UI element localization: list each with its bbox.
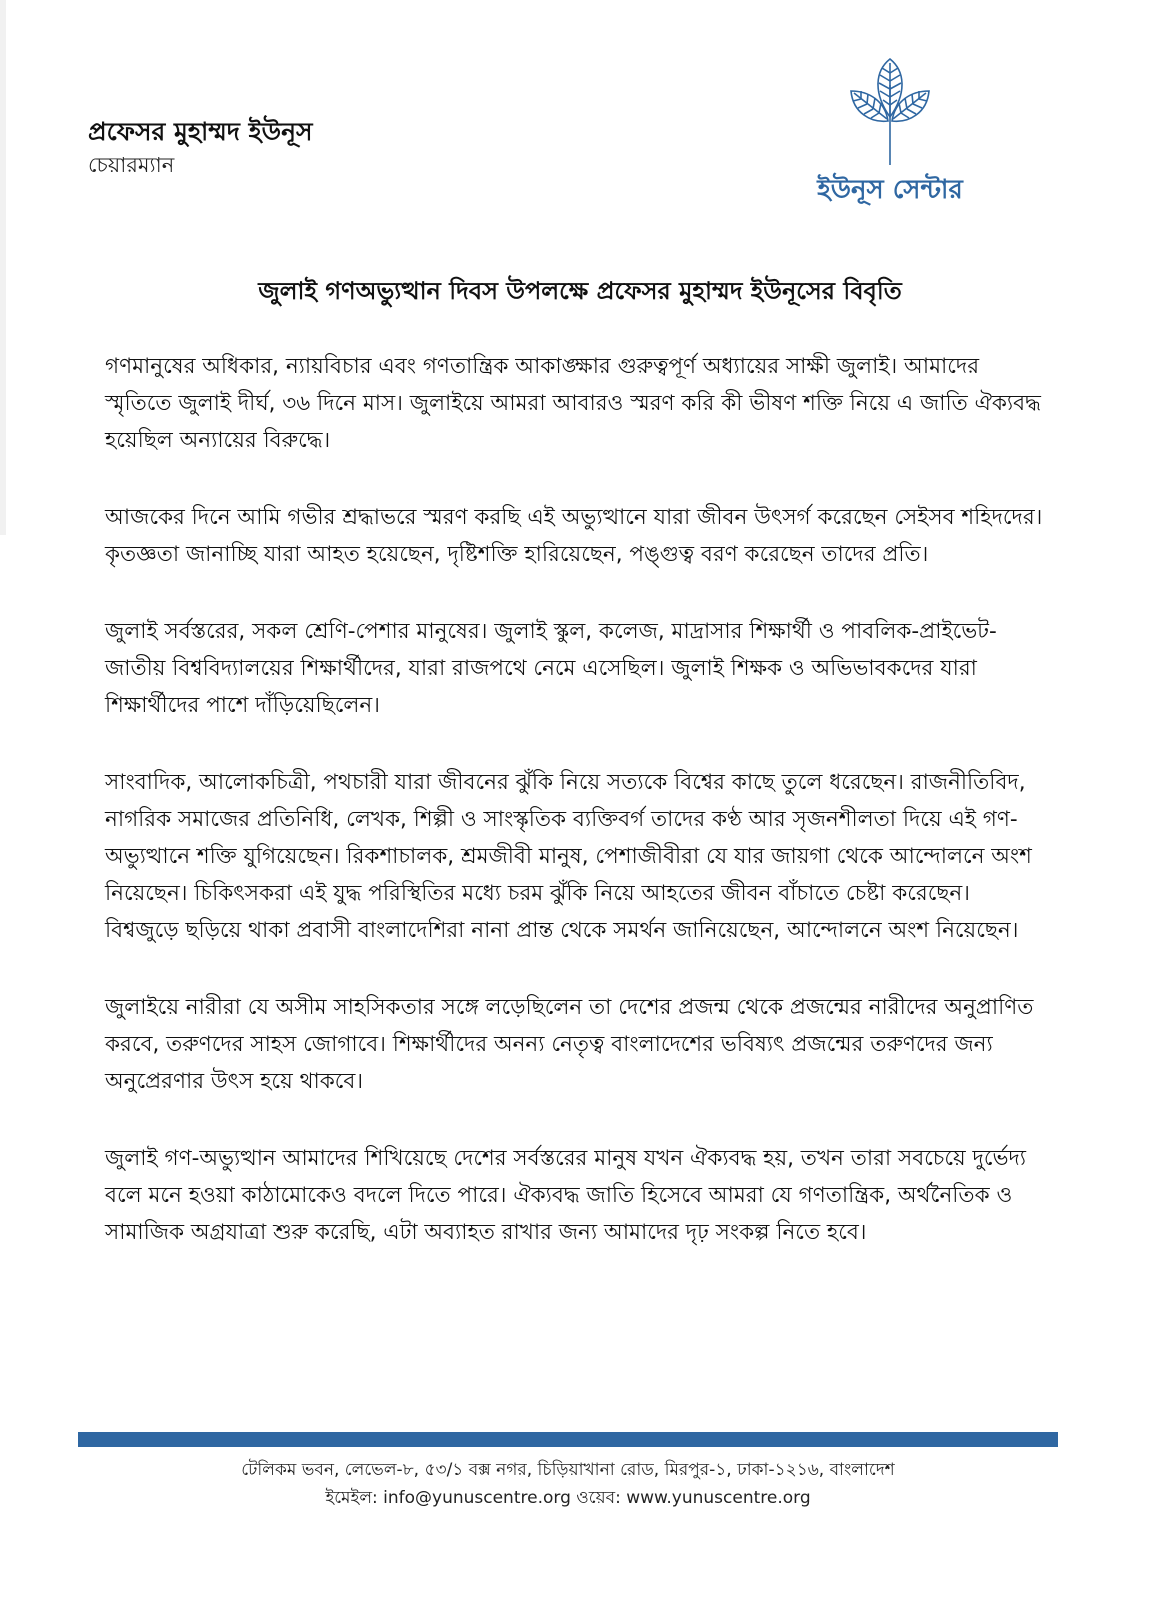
leaf-icon [847,55,933,167]
sender-block [88,116,313,180]
paragraph-3: জুলাই সর্বস্তরের, সকল শ্রেণি-পেশার মানুষের। জুলাই স্কুল, কলেজ, মাদ্রাসার শিক্ষার্থী ও পাবলিক-প্রাইভেট-জাতীয় বিশ্ববিদ্যালয়ের শিক্ষার্থীদের, যারা রাজপথে নেমে এসেছিল। জুলাই শিক্ষক ও অভিভাবকদের যারা শিক্ষার্থীদের পাশে দাঁড়িয়েছিলেন। [105,619,997,718]
logo-text: ইউনূস সেন্টার [817,175,963,205]
yunus-centre-logo [790,55,990,225]
footer-address: টেলিকম ভবন, লেভেল-৮, ৫৩/১ বক্স নগর, চিড়িয়াখানা রোড, মিরপুর-১, ঢাকা-১২১৬, বাংলাদেশ [241,1460,895,1480]
statement-title: জুলাই গণঅভ্যুত্থান দিবস উপলক্ষে প্রফেসর মুহাম্মদ ইউনূসের বিবৃতি [258,277,902,305]
paragraph-1: গণমানুষের অধিকার, ন্যায়বিচার এবং গণতান্ত্রিক আকাঙ্ক্ষার গুরুত্বপূর্ণ অধ্যায়ের সাক্ষী জুলাই। আমাদের স্মৃতিতে জুলাই দীর্ঘ, ৩৬ দিনে মাস। জুলাইয়ে আমরা আবারও স্মরণ করি কী ভীষণ শক্তি নিয়ে এ জাতি ঐক্যবদ্ধ হয়েছিল অন্যায়ের বিরুদ্ধে। [105,354,1041,453]
paragraph-4: সাংবাদিক, আলোকচিত্রী, পথচারী যারা জীবনের ঝুঁকি নিয়ে সত্যকে বিশ্বের কাছে তুলে ধরেছেন। রাজনীতিবিদ, নাগরিক সমাজের প্রতিনিধি, লেখক, শিল্পী ও সাংস্কৃতিক ব্যক্তিবর্গ তাদের কণ্ঠ আর সৃজনশীলতা দিয়ে এই গণ-অভ্যুত্থানে শক্তি যুগিয়েছেন। রিকশাচালক, শ্রমজীবী মানুষ, পেশাজীবীরা যে যার জায়গা থেকে আন্দোলনে অংশ নিয়েছেন। চিকিৎসকরা এই যুদ্ধ পরিস্থিতির মধ্যে চরম ঝুঁকি নিয়ে আহতের জীবন বাঁচাতে চেষ্টা করেছেন। বিশ্বজুড়ে ছড়িয়ে থাকা প্রবাসী বাংলাদেশিরা নানা প্রান্ত থেকে সমর্থন জানিয়েছেন, আন্দোলনে অংশ নিয়েছেন। [105,770,1032,943]
footer-divider-bar [78,1432,1058,1447]
paragraph-6: জুলাই গণ-অভ্যুত্থান আমাদের শিখিয়েছে দেশের সর্বস্তরের মানুষ যখন ঐক্যবদ্ধ হয়, তখন তারা সবচেয়ে দুর্ভেদ্য বলে মনে হওয়া কাঠামোকেও বদলে দিতে পারে। ঐক্যবদ্ধ জাতি হিসেবে আমরা যে গণতান্ত্রিক, অর্থনৈতিক ও সামাজিক অগ্রযাত্রা শুরু করেছি, এটা অব্যাহত রাখার জন্য আমাদের দৃঢ় সংকল্প নিতে হবে। [105,1146,1027,1245]
paragraph-5: জুলাইয়ে নারীরা যে অসীম সাহসিকতার সঙ্গে লড়েছিলেন তা দেশের প্রজন্ম থেকে প্রজন্মের নারীদের অনুপ্রাণিত করবে, তরুণদের সাহস জোগাবে। শিক্ষার্থীদের অনন্য নেতৃত্ব বাংলাদেশের ভবিষ্যৎ প্রজন্মের তরুণদের জন্য অনুপ্রেরণার উৎস হয়ে থাকবে। [105,995,1034,1094]
paragraph-2: আজকের দিনে আমি গভীর শ্রদ্ধাভরে স্মরণ করছি এই অভ্যুত্থানে যারা জীবন উৎসর্গ করেছেন সেইসব শহিদদের। কৃতজ্ঞতা জানাচ্ছি যারা আহত হয়েছেন, দৃষ্টিশক্তি হারিয়েছেন, পঙ্গুত্ব বরণ করেছেন তাদের প্রতি। [105,505,1043,567]
footer [78,1456,1058,1512]
footer-contact: ইমেইল: info@yunuscentre.org ওয়েব: www.yunuscentre.org [325,1488,811,1508]
sender-name: প্রফেসর মুহাম্মদ ইউনূস [88,117,313,146]
sender-role: চেয়ারম্যান [88,153,175,177]
page-edge-shadow [0,0,6,535]
statement-body [105,348,1050,1291]
